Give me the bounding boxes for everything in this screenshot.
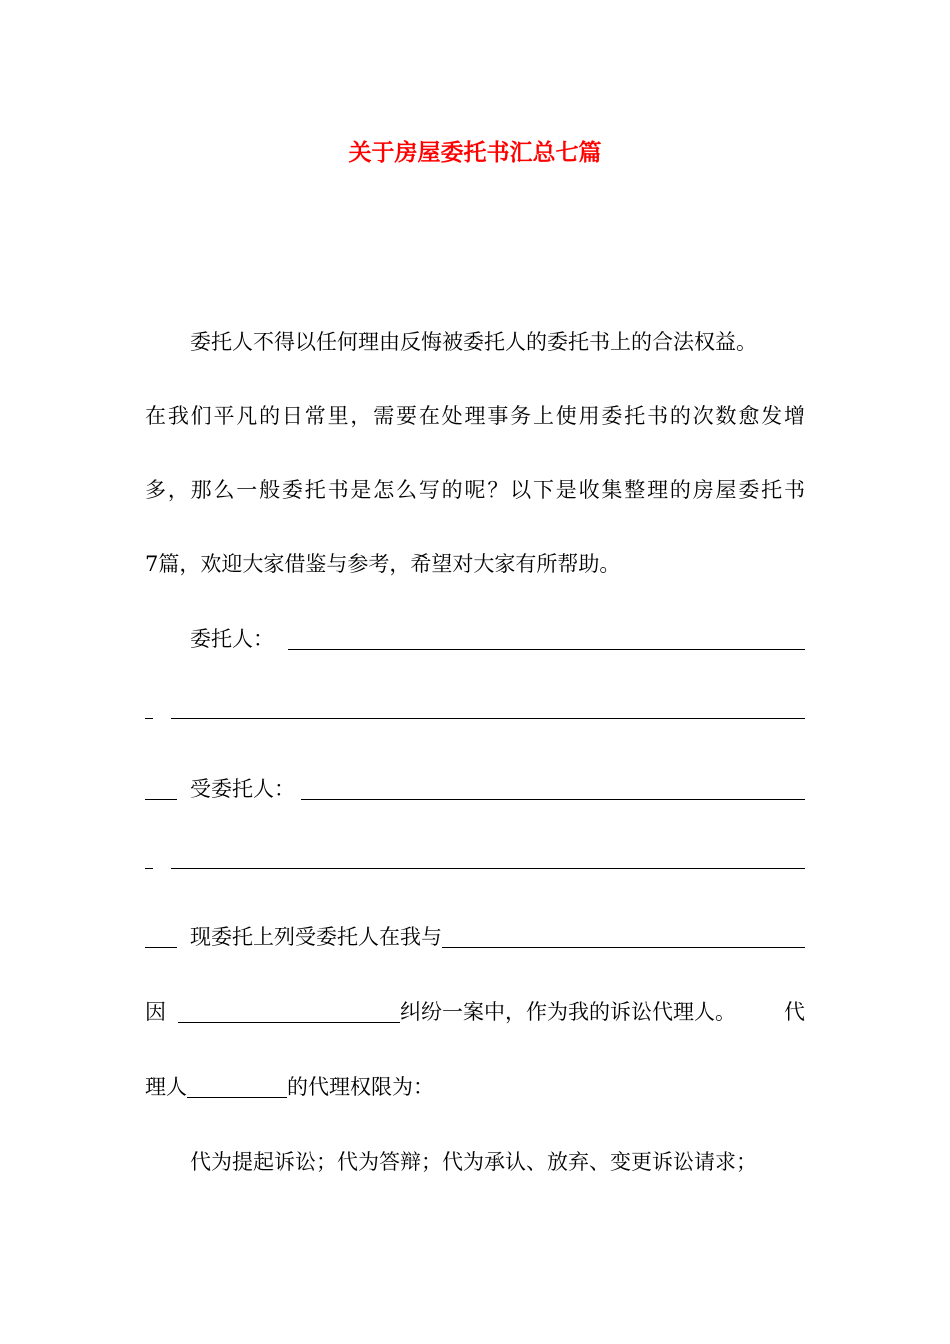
agent-blank[interactable]	[301, 777, 805, 800]
powers-line	[145, 1145, 805, 1179]
intro-line-1	[145, 325, 805, 359]
cause-line	[145, 995, 805, 1029]
cause-prefix: 因	[145, 1000, 166, 1024]
cause-blank[interactable]	[178, 1000, 400, 1023]
entrust-line	[145, 920, 805, 954]
principal-continuation-line	[145, 696, 805, 725]
powers-text: 代为提起诉讼；代为答辩；代为承认、放弃、变更诉讼请求；	[190, 1150, 757, 1174]
authority-blank[interactable]	[187, 1075, 287, 1098]
authority-suffix: 的代理权限为：	[287, 1075, 434, 1099]
principal-line	[145, 622, 805, 656]
intro-line-4	[145, 547, 805, 581]
cause-suffix: 纠纷一案中，作为我的诉讼代理人。	[400, 1000, 736, 1024]
intro-line-2	[145, 399, 805, 433]
intro-text-2: 在我们平凡的日常里，需要在处理事务上使用委托书的次数愈发增	[145, 404, 805, 428]
entrust-text: 现委托上列受委托人在我与	[190, 925, 442, 949]
principal-blank[interactable]	[288, 627, 805, 650]
agent-blank-stub-2[interactable]	[145, 846, 153, 869]
agent-continuation-line	[145, 846, 805, 875]
opponent-blank[interactable]	[442, 925, 805, 948]
principal-label: 委托人：	[190, 627, 274, 651]
principal-blank-2[interactable]	[171, 696, 805, 719]
intro-line-3	[145, 473, 805, 507]
agent-blank-2[interactable]	[171, 846, 805, 869]
entrust-blank-stub[interactable]	[145, 925, 177, 948]
intro-text-1: 委托人不得以任何理由反悔被委托人的委托书上的合法权益。	[190, 330, 757, 354]
principal-blank-stub[interactable]	[145, 696, 153, 719]
dai-text: 代	[784, 1000, 805, 1024]
agent-label: 受委托人：	[190, 777, 295, 801]
li-ren-text: 理人	[145, 1075, 187, 1099]
intro-text-3: 多，那么一般委托书是怎么写的呢？以下是收集整理的房屋委托书	[145, 478, 805, 502]
agent-line	[145, 772, 805, 806]
agent-blank-stub[interactable]	[145, 777, 177, 800]
intro-text-4: 7篇，欢迎大家借鉴与参考，希望对大家有所帮助。	[145, 552, 621, 576]
authority-line	[145, 1070, 805, 1104]
document-title: 关于房屋委托书汇总七篇	[348, 139, 602, 166]
